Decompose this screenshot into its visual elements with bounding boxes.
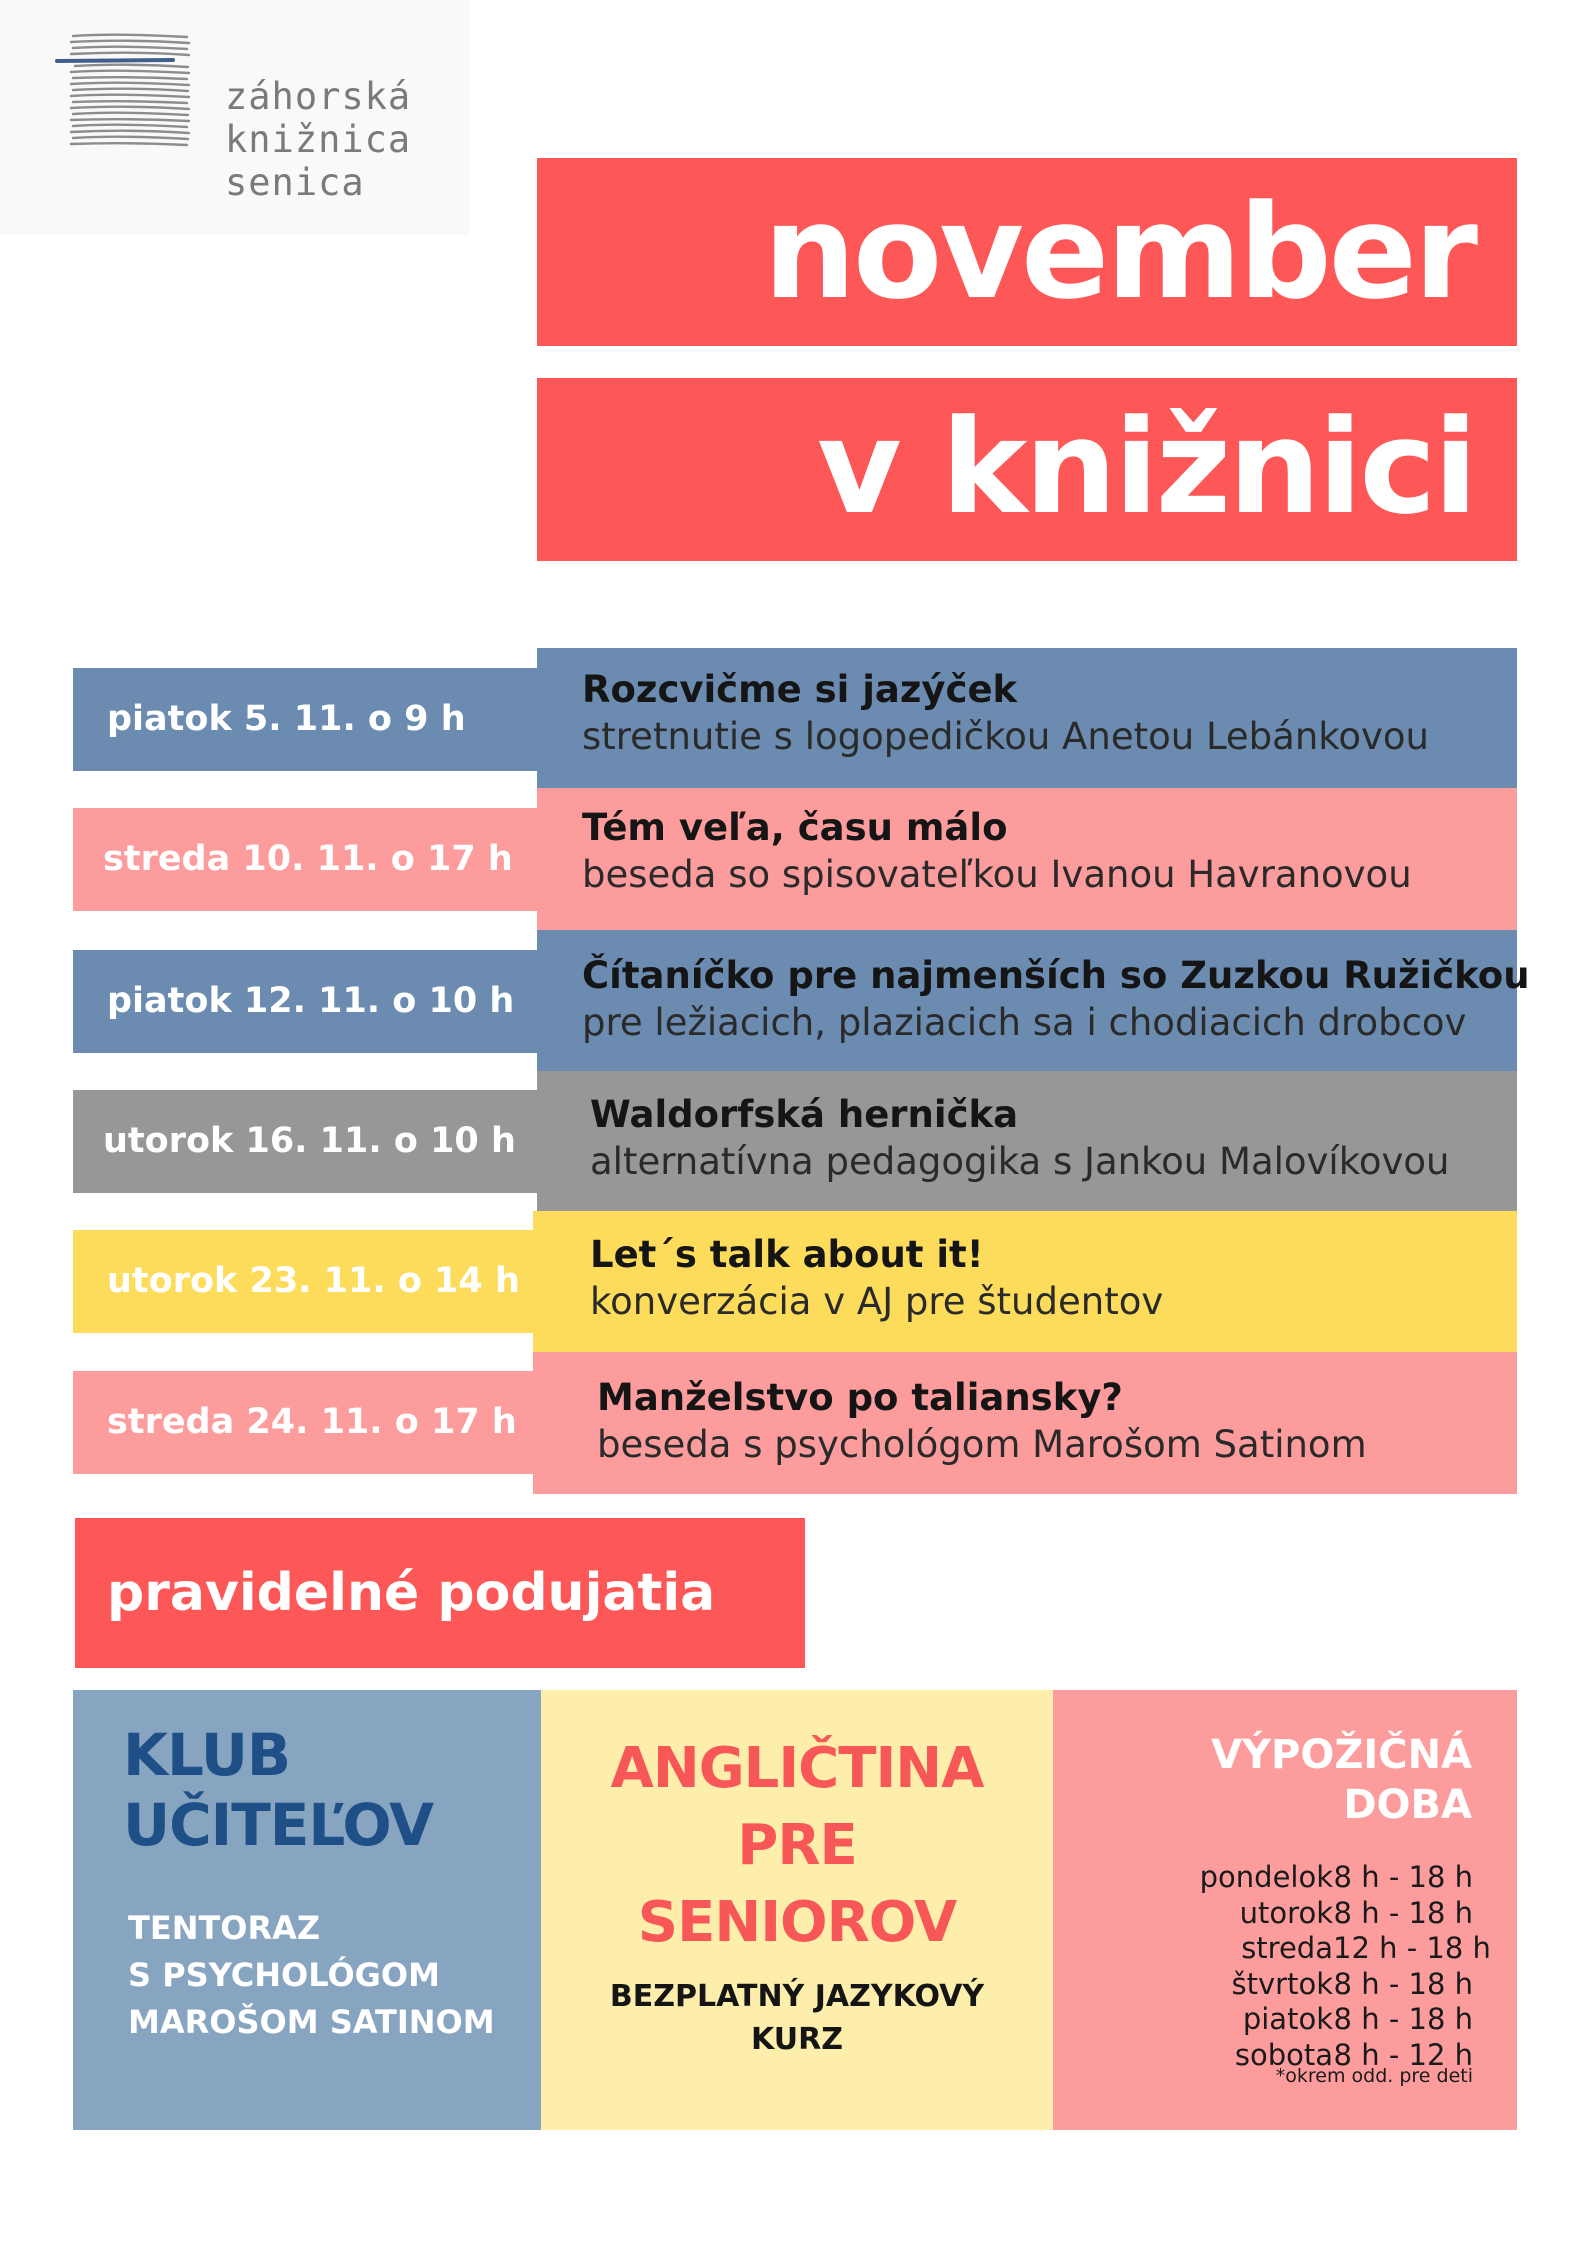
event-card-1 [537,648,1517,788]
hours-row [1153,2002,1473,2038]
event-card-3 [537,930,1530,1071]
hours-day: utorok [1239,1895,1333,1930]
opening-hours-title [1211,1730,1472,1830]
hours-day: piatok [1242,2002,1333,2036]
event-subtitle: stretnutie s logopedičkou Anetou Lebánkovou [582,715,1430,758]
event-date-4: utorok 16. 11. o 10 h [73,1090,537,1193]
english-seniors-title [541,1730,1053,1961]
library-name-line-2: knižnica [225,118,412,161]
event-title: Rozcvičme si jazýček [582,668,1018,711]
library-name-line-1: záhorská [225,75,412,118]
english-seniors-panel [541,1690,1053,2130]
hours-time: 8 h - 18 h [1333,1966,1473,2001]
event-card-4 [537,1071,1517,1211]
teachers-club-title-line-1: KLUB [123,1721,291,1789]
event-subtitle: konverzácia v AJ pre študentov [590,1280,1164,1323]
hours-time: 8 h - 18 h [1333,2002,1473,2036]
hours-note: *okrem odd. pre deti [1275,2065,1473,2087]
teachers-club-title [123,1720,433,1860]
event-date-3: piatok 12. 11. o 10 h [73,950,537,1053]
event-date-2: streda 10. 11. o 17 h [73,808,537,911]
regular-events-heading: pravidelné podujatia [75,1518,805,1668]
event-title: Manželstvo po taliansky? [597,1376,1123,1419]
event-title: Let´s talk about it! [590,1233,984,1276]
library-name-line-3: senica [225,161,365,204]
page-title-line-1: november [537,158,1517,346]
english-seniors-title-line-3: SENIOROV [637,1890,957,1955]
event-card-6 [533,1352,1517,1494]
teachers-club-subtitle [128,1905,495,2046]
hours-row [1153,1931,1491,1967]
hours-day: štvrtok [1231,1966,1333,2001]
hours-row [1153,1860,1473,1896]
event-subtitle: beseda so spisovateľkou Ivanou Havranovou [582,853,1412,896]
teachers-club-subtitle-line-3: MAROŠOM SATINOM [128,2003,495,2041]
english-seniors-subtitle-line-2: KURZ [751,2022,843,2057]
teachers-club-subtitle-line-1: TENTORAZ [128,1909,321,1947]
hours-time: 8 h - 18 h [1333,1860,1473,1894]
hours-time: 12 h - 18 h [1333,1931,1491,1965]
opening-hours-panel [1053,1690,1517,2130]
opening-hours-table [1153,1860,1491,2073]
event-subtitle: beseda s psychológom Marošom Satinom [597,1423,1367,1466]
library-logo [0,0,470,235]
hours-row [1153,1896,1473,1932]
teachers-club-panel [73,1690,541,2130]
opening-hours-title-line-1: VÝPOŽIČNÁ [1211,1732,1472,1778]
english-seniors-title-line-1: ANGLIČTINA [610,1736,984,1801]
event-title: Tém veľa, času málo [582,806,1008,849]
hours-day: sobota [1234,2037,1333,2072]
english-seniors-subtitle [541,1975,1053,2061]
event-card-5 [533,1211,1517,1352]
teachers-club-title-line-2: UČITEĽOV [123,1791,433,1859]
english-seniors-subtitle-line-1: BEZPLATNÝ JAZYKOVÝ [609,1979,985,2014]
teachers-club-subtitle-line-2: S PSYCHOLÓGOM [128,1956,440,1994]
hours-day: streda [1241,1931,1333,1965]
event-subtitle: alternatívna pedagogika s Jankou Malovíkovou [590,1140,1450,1183]
english-seniors-title-line-2: PRE [737,1813,857,1878]
event-card-2 [537,788,1517,930]
hours-time: 8 h - 18 h [1333,1895,1473,1930]
library-name [225,75,411,204]
opening-hours-title-line-2: DOBA [1343,1782,1472,1828]
hours-time: 8 h - 12 h [1333,2037,1473,2072]
event-date-6: streda 24. 11. o 17 h [73,1371,533,1474]
event-date-5: utorok 23. 11. o 14 h [73,1230,533,1333]
hours-day: pondelok [1199,1860,1333,1894]
event-subtitle: pre ležiacich, plaziacich sa i chodiacich drobcov [582,1001,1467,1044]
event-title: Waldorfská hernička [590,1093,1019,1136]
event-title: Čítaníčko pre najmenších so Zuzkou Ružičkou [582,954,1530,997]
page-title-line-2: v knižnici [537,378,1517,561]
event-date-1: piatok 5. 11. o 9 h [73,668,537,771]
book-stack-icon [55,30,195,160]
hours-row [1153,1967,1473,2003]
